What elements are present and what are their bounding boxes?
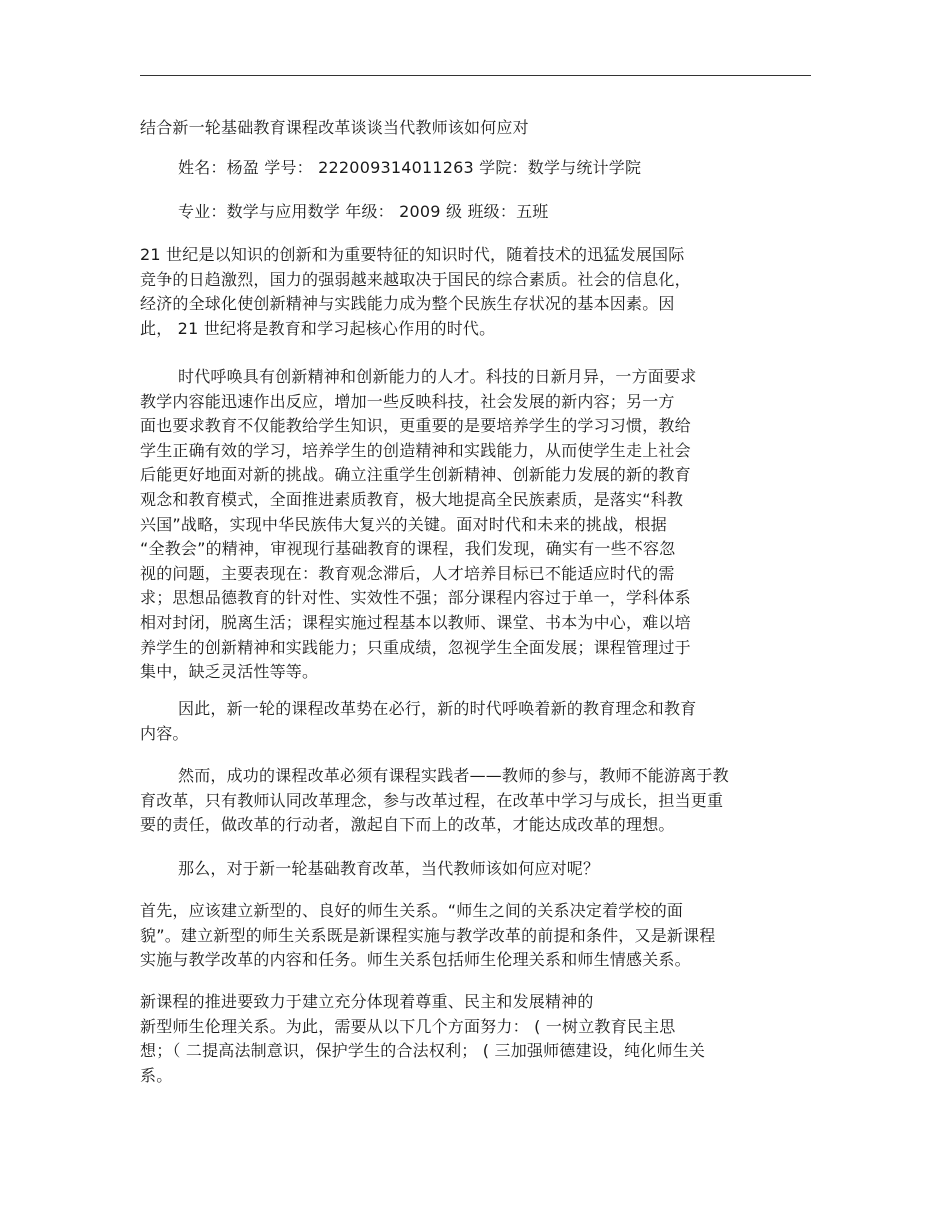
paragraph-teacher-student-relationship: 首先，应该建立新型的、良好的师生关系。“师生之间的关系决定着学校的面 貌”。建立新型的师生关系既是新课程实施与教学改革的前提和条件，又是新课程 实施与教学改革的内容和任务。师生关系包括师生伦理关系和师生情感关系。 bbox=[140, 901, 716, 970]
paragraph-teacher-participation-text: 然而，成功的课程改革必须有课程实践者——教师的参与，教师不能游离于教 育改革，只有教师认同改革理念，参与改革过程，在改革中学习与成长，担当更重 要的责任，做改革的行动者，激起自下而上的改革，才能达成改革的理想。 bbox=[140, 766, 729, 835]
header-rule bbox=[140, 75, 811, 76]
paragraph-teacher-participation bbox=[140, 764, 729, 838]
paragraph-new-ethics: 新课程的推进要致力于建立充分体现着尊重、民主和发展精神的 新型师生伦理关系。为此，需要从以下几个方面努力： ( 一树立教育民主思 想；（ 二提高法制意识，保护学生的合法权利； ( 三加强师德建设，纯化师生关 系。 bbox=[140, 992, 706, 1085]
paragraph-intro: 21 世纪是以知识的创新和为重要特征的知识时代，随着技术的迅猛发展国际 竞争的日趋激烈，国力的强弱越来越取决于国民的综合素质。社会的信息化， 经济的全球化使创新精神与实践能力成为整个民族生存状况的基本因素。因 此， 21 世纪将是教育和学习起核心作用的时代。 bbox=[140, 245, 691, 338]
paragraph-era-demands-text: 时代呼唤具有创新精神和创新能力的人才。科技的日新月异，一方面要求 教学内容能迅速作出反应，增加一些反映科技，社会发展的新内容；另一方 面也要求教育不仅能教给学生知识，更重要的是要培养学生的学习习惯，教给 学生正确有效的学习，培养学生的创造精神和实践能力，从而使学生走上社会 后能更好地面对新的挑战。确立注重学生创新精神、创新能力发展的新的教育 观念和教育模式，全面推进素质教育，极大地提高全民族素质，是落实“科教 兴国”战略，实现中华民族伟大复兴的关键。面对时代和未来的挑战，根据 “全教会”的精神，审视现行基础教育的课程，我们发现，确实有一些不容忽 视的问题，主要表现在：教育观念滞后，人才培养目标已不能适应时代的需 求；思想品德教育的针对性、实效性不强；部分课程内容过于单一，学科体系 相对封闭，脱离生活；课程实施过程基本以教师、课堂、书本为中心，难以培 养学生的创新精神和实践能力；只重成绩，忽视学生全面发展；课程管理过于 集中，缺乏灵活性等等。 bbox=[140, 367, 697, 682]
paragraph-question bbox=[140, 857, 599, 882]
author-info-line-1: 姓名：杨盈 学号： 222009314011263 学院：数学与统计学院 bbox=[178, 158, 642, 177]
paragraph-question-text: 那么，对于新一轮基础教育改革，当代教师该如何应对呢？ bbox=[178, 859, 600, 878]
paragraph-era-demands bbox=[140, 365, 696, 685]
paragraph-reform-necessity bbox=[140, 697, 696, 746]
document-title: 结合新一轮基础教育课程改革谈谈当代教师该如何应对 bbox=[140, 118, 529, 137]
paragraph-reform-necessity-text: 因此，新一轮的课程改革势在必行，新的时代呼唤着新的教育理念和教育 内容。 bbox=[140, 699, 697, 743]
author-info-line-2: 专业：数学与应用数学 年级： 2009 级 班级：五班 bbox=[178, 202, 549, 221]
